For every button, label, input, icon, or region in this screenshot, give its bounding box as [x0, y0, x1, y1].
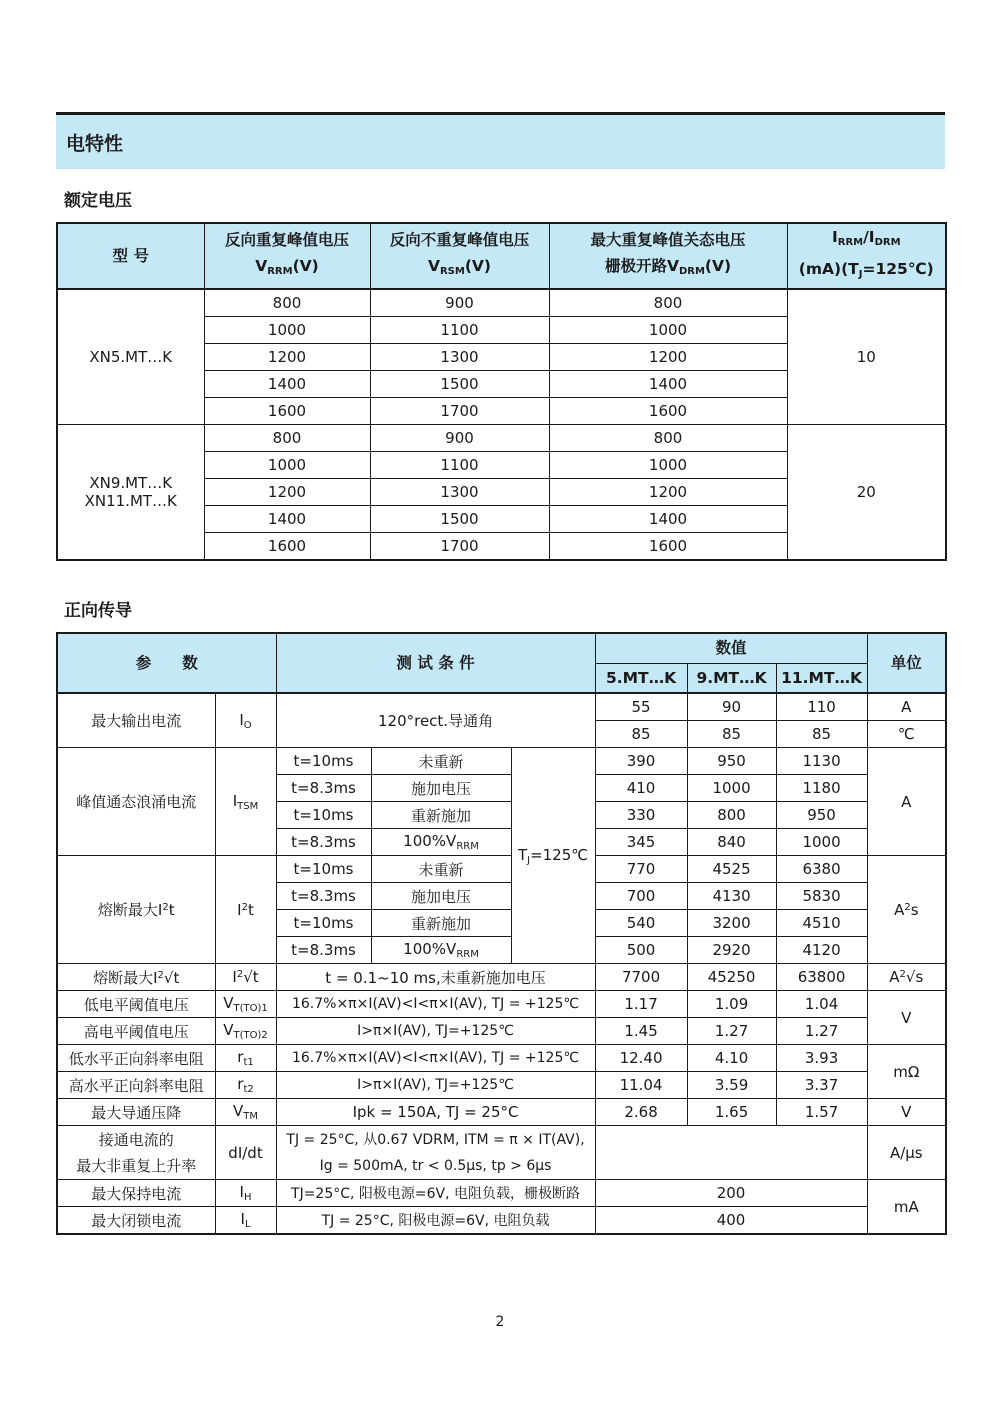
value-cell: 400: [595, 1207, 867, 1235]
param-symbol: $V_{T(TO)1}$: [215, 991, 276, 1018]
section-banner: [56, 115, 945, 169]
condition-cell: 未重新: [371, 748, 511, 775]
vdrm-cell: 1400: [549, 371, 787, 398]
tj-cell: $T_J=125℃$: [511, 748, 595, 964]
table-row: [57, 425, 946, 452]
value-cell: 90: [687, 693, 776, 721]
value-cell: 1.04: [776, 991, 867, 1018]
vdrm-cell: 1400: [549, 506, 787, 533]
table-row: [57, 748, 946, 775]
value-cell: 63800: [776, 964, 867, 991]
value-cell: 4.10: [687, 1045, 776, 1072]
value-cell: 4130: [687, 883, 776, 910]
param-condition: TJ=25°C, 阳极电源=6V, 电阻负载，栅极断路: [276, 1180, 595, 1207]
vrsm-cell: 1300: [370, 344, 549, 371]
condition-cell: 重新施加: [371, 910, 511, 937]
time-cell: t=10ms: [276, 856, 371, 883]
model-cell: XN5.MT…K: [57, 289, 204, 425]
param-name: 峰值通态浪涌电流: [57, 748, 215, 856]
value-cell: 1.65: [687, 1099, 776, 1126]
condition-cell: $100\%V_{RRM}$: [371, 937, 511, 964]
value-cell: 55: [595, 693, 687, 721]
model-cell: XN9.MT…K XN11.MT…K: [57, 425, 204, 561]
param-symbol: $V_{T(TO)2}$: [215, 1018, 276, 1045]
param-condition: Ipk = 150A, TJ = 25°C: [276, 1099, 595, 1126]
value-cell: 700: [595, 883, 687, 910]
param-symbol: $I_{TSM}$: [215, 748, 276, 856]
header-values: 数值: [595, 633, 867, 663]
value-cell: 1180: [776, 775, 867, 802]
value-cell: 11.04: [595, 1072, 687, 1099]
param-symbol: $r_{t2}$: [215, 1072, 276, 1099]
header-col-9mt: 9.MT…K: [687, 663, 776, 693]
unit-cell: $A^2√s$: [867, 964, 946, 991]
table-row: [57, 289, 946, 317]
time-cell: t=8.3ms: [276, 829, 371, 856]
condition-cell: 重新施加: [371, 802, 511, 829]
time-cell: t=10ms: [276, 748, 371, 775]
time-cell: t=10ms: [276, 910, 371, 937]
value-cell: 345: [595, 829, 687, 856]
unit-cell: V: [867, 1099, 946, 1126]
param-name: 最大闭锁电流: [57, 1207, 215, 1235]
unit-cell: mΩ: [867, 1045, 946, 1099]
vrsm-cell: 1300: [370, 479, 549, 506]
value-cell: 3.59: [687, 1072, 776, 1099]
header-col-5mt: 5.MT…K: [595, 663, 687, 693]
vdrm-cell: 800: [549, 289, 787, 317]
vrsm-cell: 1500: [370, 506, 549, 533]
value-cell: 1.57: [776, 1099, 867, 1126]
vdrm-cell: 1000: [549, 317, 787, 344]
table-row: [57, 693, 946, 721]
value-cell: 500: [595, 937, 687, 964]
param-name: 最大保持电流: [57, 1180, 215, 1207]
rated-voltage-table: [56, 222, 947, 561]
vdrm-cell: 1000: [549, 452, 787, 479]
table-row: [57, 1180, 946, 1207]
value-cell: 540: [595, 910, 687, 937]
header-vrrm: 反向重复峰值电压 $V_{RRM}(V)$: [204, 223, 370, 289]
vrrm-cell: 1000: [204, 452, 370, 479]
value-cell: 1.17: [595, 991, 687, 1018]
vrsm-cell: 900: [370, 425, 549, 452]
param-name: 高电平阈值电压: [57, 1018, 215, 1045]
table-row: [57, 1045, 946, 1072]
current-cell: 20: [787, 425, 946, 561]
vrrm-cell: 1000: [204, 317, 370, 344]
value-cell: 4120: [776, 937, 867, 964]
param-name: 熔断最大$I^2√t$: [57, 964, 215, 991]
value-cell: 950: [776, 802, 867, 829]
header-col-11mt: 11.MT…K: [776, 663, 867, 693]
param-condition: TJ = 25°C, 从0.67 VDRM, ITM = π × IT(AV), Ig = 500mA, tr < 0.5μs, tp > 6μs: [276, 1126, 595, 1180]
table-row: [57, 1072, 946, 1099]
vrrm-cell: 1200: [204, 479, 370, 506]
unit-cell: $A^2s$: [867, 856, 946, 964]
value-cell: 45250: [687, 964, 776, 991]
condition-cell: 施加电压: [371, 883, 511, 910]
condition-cell: 施加电压: [371, 775, 511, 802]
unit-cell: ℃: [867, 721, 946, 748]
header-vrsm: 反向不重复峰值电压 $V_{RSM}(V)$: [370, 223, 549, 289]
vrrm-cell: 800: [204, 289, 370, 317]
header-vdrm: 最大重复峰值关态电压 栅极开路$V_{DRM}(V)$: [549, 223, 787, 289]
vrrm-cell: 1400: [204, 371, 370, 398]
value-cell: 3200: [687, 910, 776, 937]
param-name: 高水平正向斜率电阻: [57, 1072, 215, 1099]
value-cell: 1000: [687, 775, 776, 802]
param-symbol: dI/dt: [215, 1126, 276, 1180]
vrrm-cell: 1400: [204, 506, 370, 533]
condition-cell: $100\%V_{RRM}$: [371, 829, 511, 856]
vdrm-cell: 1600: [549, 398, 787, 425]
value-cell: 840: [687, 829, 776, 856]
vdrm-cell: 800: [549, 425, 787, 452]
value-cell: 1130: [776, 748, 867, 775]
table-row: [57, 1099, 946, 1126]
param-name: 接通电流的 最大非重复上升率: [57, 1126, 215, 1180]
param-condition: t = 0.1~10 ms,未重新施加电压: [276, 964, 595, 991]
param-name: 低水平正向斜率电阻: [57, 1045, 215, 1072]
value-cell: 85: [776, 721, 867, 748]
vrrm-cell: 1200: [204, 344, 370, 371]
header-current: $I_{RRM}/I_{DRM}$ $(mA)(T_J=125℃)$: [787, 223, 946, 289]
header-condition: 测 试 条 件: [276, 633, 595, 693]
table-row: [57, 964, 946, 991]
param-symbol: $I_L$: [215, 1207, 276, 1235]
vrsm-cell: 1700: [370, 533, 549, 561]
param-condition: 120°rect.导通角: [276, 693, 595, 748]
table-row: [57, 856, 946, 883]
unit-cell: A/μs: [867, 1126, 946, 1180]
value-cell: 85: [595, 721, 687, 748]
table-row: [57, 1207, 946, 1235]
value-cell: 330: [595, 802, 687, 829]
param-name: 最大导通压降: [57, 1099, 215, 1126]
value-cell: 410: [595, 775, 687, 802]
rated-voltage-title: 额定电压: [64, 191, 132, 211]
param-symbol: $I^2√t$: [215, 964, 276, 991]
param-symbol: $I_O$: [215, 693, 276, 748]
vrsm-cell: 1500: [370, 371, 549, 398]
forward-conduction-table: [56, 632, 947, 1235]
unit-cell: A: [867, 748, 946, 856]
unit-cell: A: [867, 693, 946, 721]
vdrm-cell: 1200: [549, 479, 787, 506]
value-cell: 950: [687, 748, 776, 775]
value-cell: 85: [687, 721, 776, 748]
param-condition: TJ = 25°C, 阳极电源=6V, 电阻负载: [276, 1207, 595, 1235]
header-model: 型 号: [57, 223, 204, 289]
table-row: [57, 991, 946, 1018]
value-cell: 390: [595, 748, 687, 775]
param-symbol: $V_{TM}$: [215, 1099, 276, 1126]
table-row: [57, 1018, 946, 1045]
unit-cell: V: [867, 991, 946, 1045]
vrsm-cell: 1100: [370, 452, 549, 479]
table-row: [57, 1126, 946, 1180]
condition-cell: 未重新: [371, 856, 511, 883]
value-cell: 7700: [595, 964, 687, 991]
vrrm-cell: 1600: [204, 398, 370, 425]
current-cell: 10: [787, 289, 946, 425]
time-cell: t=10ms: [276, 802, 371, 829]
vrsm-cell: 900: [370, 289, 549, 317]
value-cell: 4510: [776, 910, 867, 937]
value-cell: 1.27: [687, 1018, 776, 1045]
value-cell: 2920: [687, 937, 776, 964]
value-cell: 3.93: [776, 1045, 867, 1072]
time-cell: t=8.3ms: [276, 937, 371, 964]
param-condition: I>π×I(AV), TJ=+125℃: [276, 1072, 595, 1099]
param-condition: I>π×I(AV), TJ=+125℃: [276, 1018, 595, 1045]
unit-cell: mA: [867, 1180, 946, 1235]
value-cell: 110: [776, 693, 867, 721]
value-cell: 1000: [776, 829, 867, 856]
vdrm-cell: 1600: [549, 533, 787, 561]
vrrm-cell: 1600: [204, 533, 370, 561]
param-name: 最大输出电流: [57, 693, 215, 748]
value-cell: 12.40: [595, 1045, 687, 1072]
param-condition: 16.7%×π×I(AV)<I<π×I(AV), TJ = +125℃: [276, 991, 595, 1018]
param-symbol: $I_H$: [215, 1180, 276, 1207]
header-param: 参 数: [57, 633, 276, 693]
time-cell: t=8.3ms: [276, 775, 371, 802]
vrrm-cell: 800: [204, 425, 370, 452]
value-cell: 4525: [687, 856, 776, 883]
value-cell: 1.09: [687, 991, 776, 1018]
value-cell: 770: [595, 856, 687, 883]
param-symbol: $I^2t$: [215, 856, 276, 964]
param-name: 熔断最大$I^2t$: [57, 856, 215, 964]
value-cell: [595, 1126, 867, 1180]
time-cell: t=8.3ms: [276, 883, 371, 910]
param-name: 低电平阈值电压: [57, 991, 215, 1018]
vdrm-cell: 1200: [549, 344, 787, 371]
header-unit: 单位: [867, 633, 946, 693]
value-cell: 200: [595, 1180, 867, 1207]
vrsm-cell: 1700: [370, 398, 549, 425]
value-cell: 800: [687, 802, 776, 829]
forward-conduction-title: 正向传导: [64, 601, 132, 621]
value-cell: 6380: [776, 856, 867, 883]
value-cell: 1.45: [595, 1018, 687, 1045]
vrsm-cell: 1100: [370, 317, 549, 344]
value-cell: 1.27: [776, 1018, 867, 1045]
value-cell: 2.68: [595, 1099, 687, 1126]
param-symbol: $r_{t1}$: [215, 1045, 276, 1072]
section-title: 电特性: [66, 133, 124, 155]
param-condition: 16.7%×π×I(AV)<I<π×I(AV), TJ = +125℃: [276, 1045, 595, 1072]
page-number: 2: [495, 1314, 505, 1330]
value-cell: 3.37: [776, 1072, 867, 1099]
value-cell: 5830: [776, 883, 867, 910]
